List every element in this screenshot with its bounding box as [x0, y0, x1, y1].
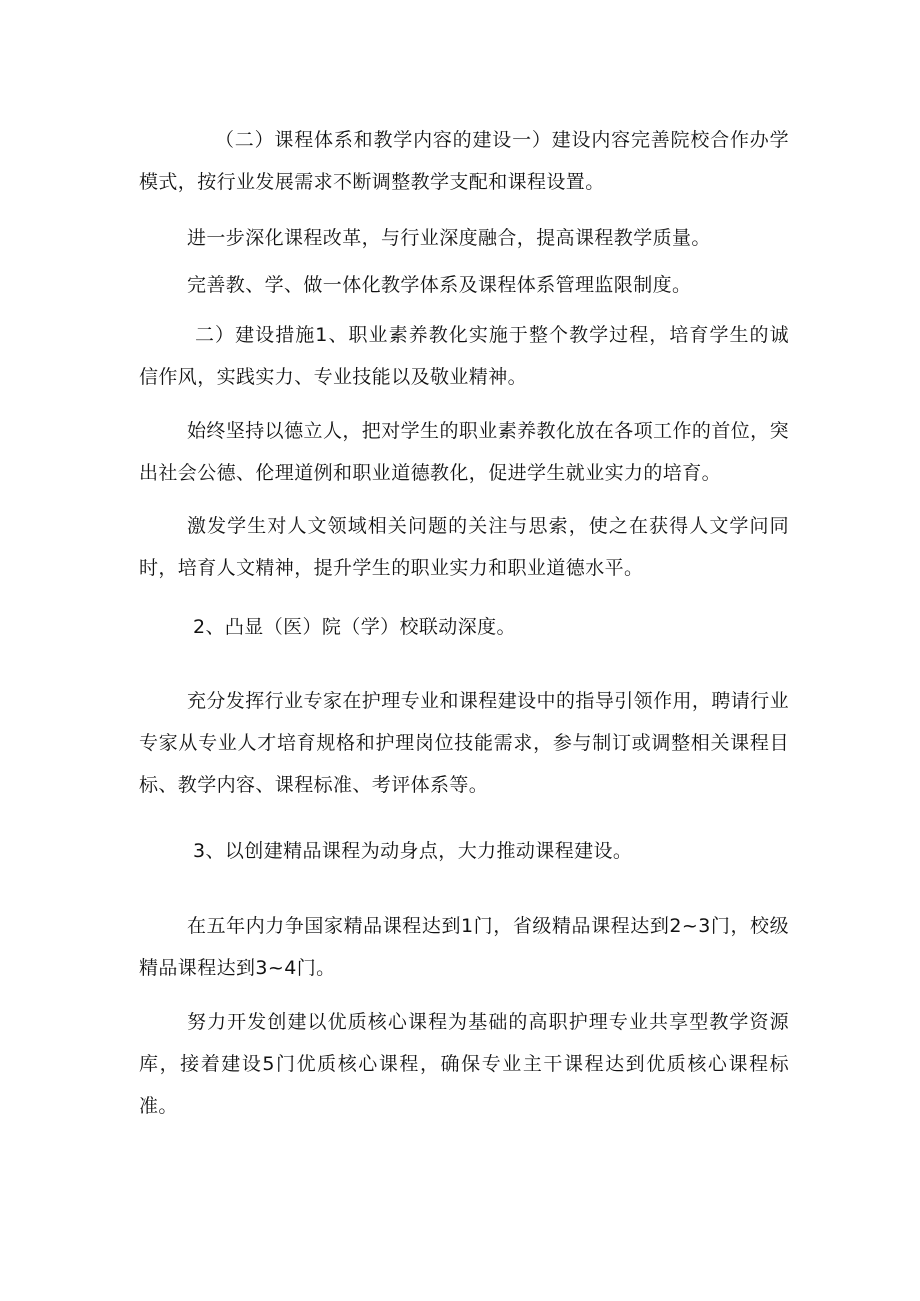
paragraph-integrated-system: 完善教、学、做一体化教学体系及课程体系管理监限制度。 [187, 274, 692, 296]
paragraph-morality: 始终坚持以德立人，把对学生的职业素养教化放在各项工作的首位，突出社会公德、伦理道例和职业道德教化，促进学生就业实力的培育。 [139, 420, 789, 484]
paragraph-resource-library: 努力开发创建以优质核心课程为基础的高职护理专业共享型教学资源库，接着建设5门优质核心课程，确保专业主干课程达到优质核心课程标准。 [139, 1011, 789, 1117]
paragraph-industry-experts: 充分发挥行业专家在护理专业和课程建设中的指导引领作用，聘请行业专家从专业人才培育规格和护理岗位技能需求，参与制订或调整相关课程目标、教学内容、课程标准、考评体系等。 [139, 690, 789, 796]
paragraph-measures: 二）建设措施1、职业素养教化实施于整个教学过程，培育学生的诚信作风，实践实力、专业技能以及敬业精神。 [139, 324, 789, 388]
paragraph-linkage-heading: 2、凸显（医）院（学）校联动深度。 [193, 616, 516, 638]
paragraph-deepen-reform: 进一步深化课程改革，与行业深度融合，提高课程教学质量。 [187, 227, 711, 249]
paragraph-quality-course-heading: 3、以创建精品课程为动身点，大力推动课程建设。 [193, 840, 633, 862]
paragraph-course-targets: 在五年内力争国家精品课程达到1门，省级精品课程达到2~3门，校级精品课程达到3~4门。 [139, 915, 789, 979]
paragraph-humanities: 激发学生对人文领域相关问题的关注与思索，使之在获得人文学问同时，培育人文精神，提升学生的职业实力和职业道德水平。 [139, 515, 789, 579]
paragraph-curriculum-system: （二）课程体系和教学内容的建设一）建设内容完善院校合作办学模式，按行业发展需求不断调整教学支配和课程设置。 [139, 129, 789, 193]
